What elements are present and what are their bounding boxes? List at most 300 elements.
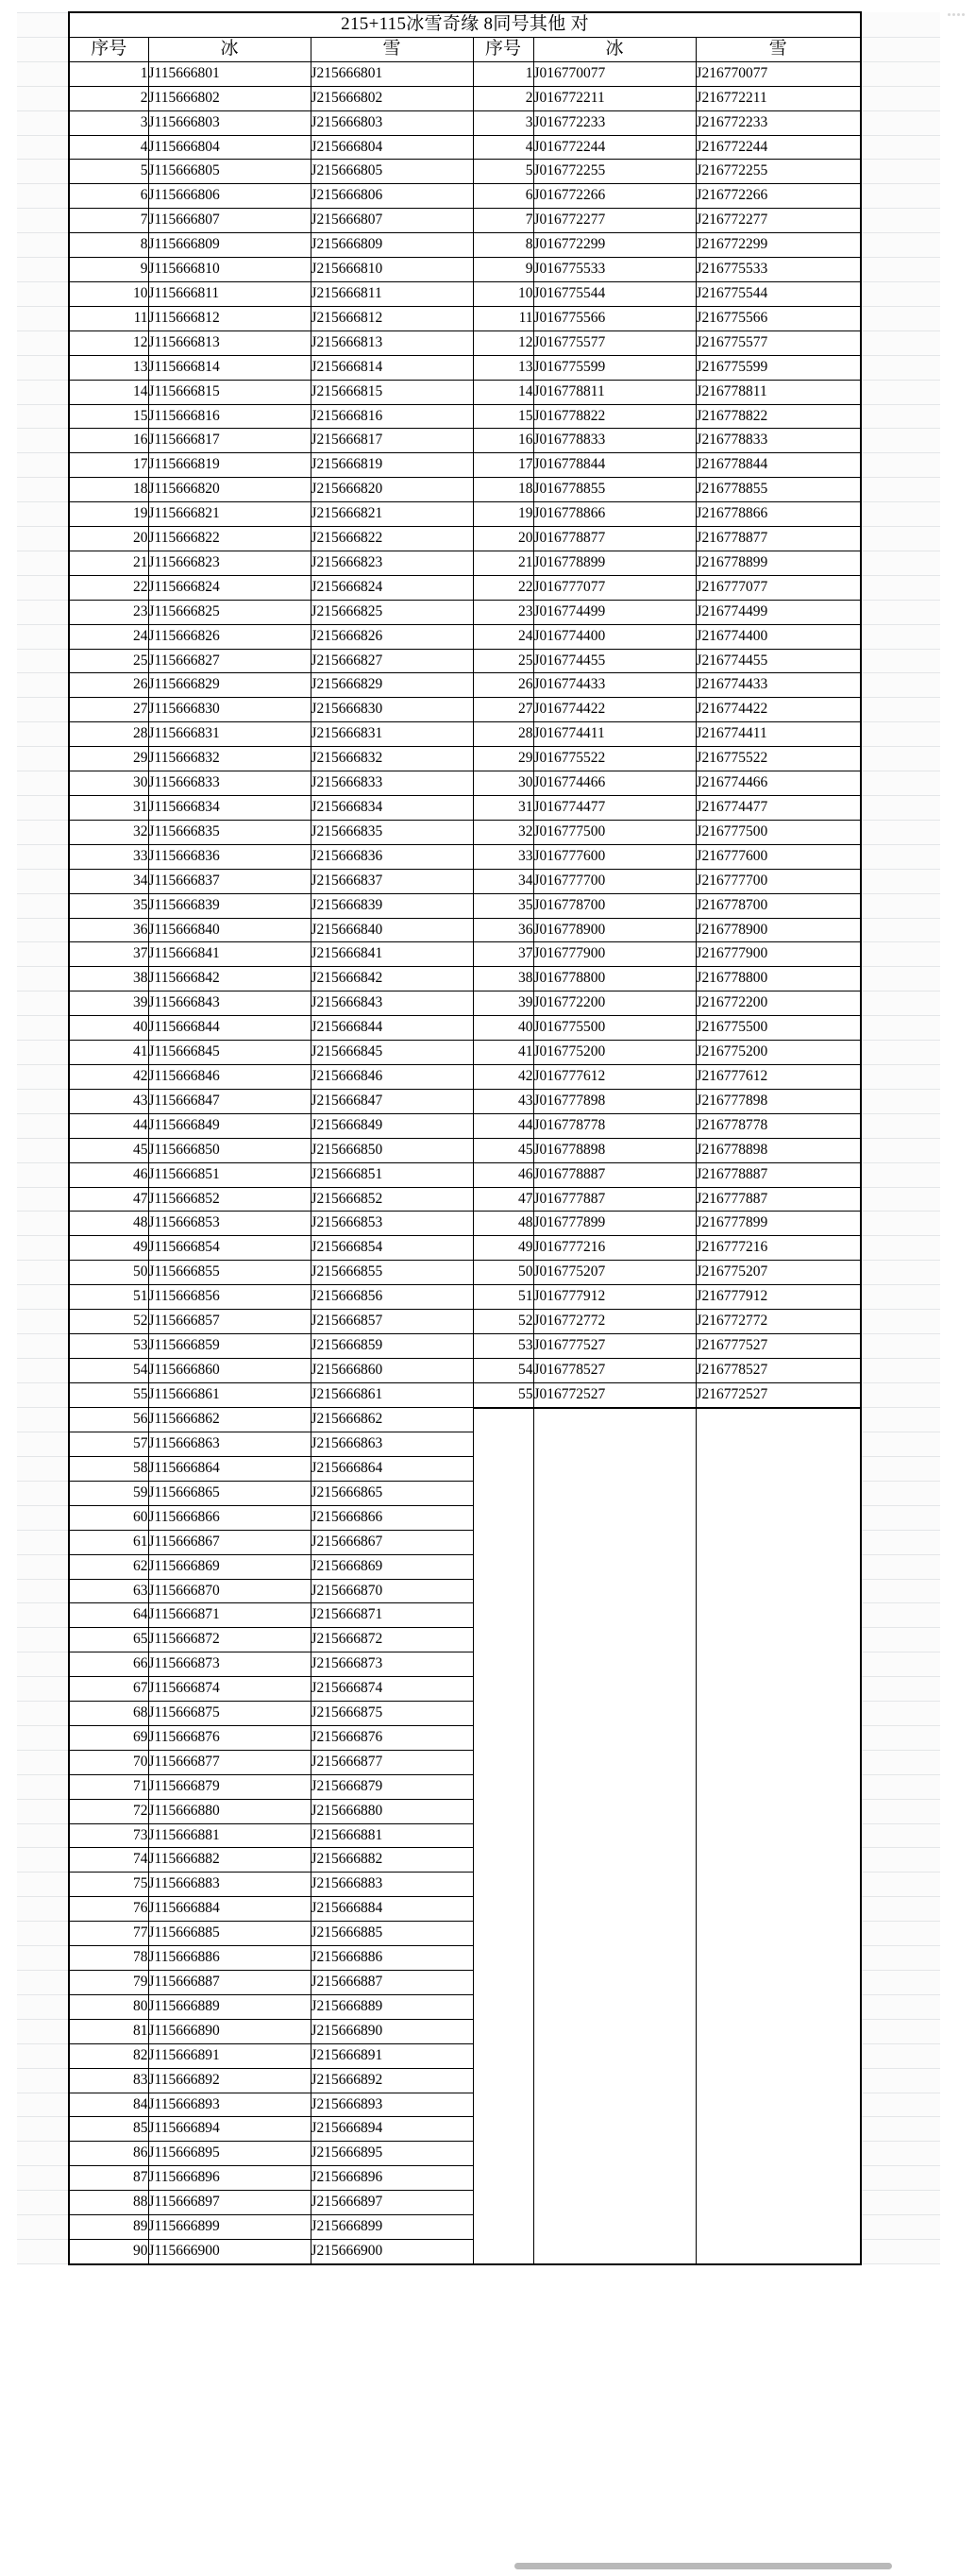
cell-bing-left[interactable]: J115666899 [148,2215,311,2240]
cell-xue-left[interactable]: J215666830 [311,698,473,722]
cell-xue-left[interactable]: J215666873 [311,1652,473,1677]
cell-index-left[interactable]: 38 [69,967,148,991]
cell-index-right[interactable] [473,2068,533,2093]
cell-index-right[interactable]: 33 [473,844,533,869]
cell-xue-right[interactable] [696,1554,861,1579]
cell-bing-left[interactable]: J115666845 [148,1041,311,1065]
cell-bing-right[interactable]: J016777900 [533,942,696,967]
cell-index-left[interactable]: 53 [69,1333,148,1358]
cell-index-right[interactable]: 41 [473,1041,533,1065]
cell-xue-right[interactable]: J216777077 [696,575,861,600]
cell-xue-left[interactable]: J215666814 [311,355,473,380]
cell-index-left[interactable]: 39 [69,991,148,1016]
cell-xue-right[interactable]: J216775544 [696,281,861,306]
cell-index-right[interactable]: 3 [473,110,533,135]
cell-xue-left[interactable]: J215666827 [311,649,473,673]
cell-bing-left[interactable]: J115666872 [148,1628,311,1652]
cell-index-right[interactable]: 51 [473,1285,533,1310]
cell-index-right[interactable] [473,1702,533,1726]
cell-index-right[interactable]: 37 [473,942,533,967]
cell-xue-right[interactable] [696,1702,861,1726]
cell-xue-left[interactable]: J215666869 [311,1554,473,1579]
cell-index-right[interactable] [473,1579,533,1603]
cell-xue-left[interactable]: J215666894 [311,2117,473,2142]
cell-xue-right[interactable] [696,2019,861,2043]
cell-xue-left[interactable]: J215666871 [311,1603,473,1628]
cell-index-left[interactable]: 24 [69,624,148,649]
cell-xue-left[interactable]: J215666840 [311,918,473,942]
cell-index-left[interactable]: 12 [69,330,148,355]
cell-bing-right[interactable]: J016777077 [533,575,696,600]
cell-xue-left[interactable]: J215666900 [311,2239,473,2263]
cell-bing-left[interactable]: J115666882 [148,1848,311,1873]
cell-index-right[interactable]: 50 [473,1261,533,1285]
cell-index-right[interactable]: 26 [473,673,533,698]
cell-bing-right[interactable]: J016774455 [533,649,696,673]
cell-index-right[interactable]: 1 [473,61,533,86]
cell-xue-left[interactable]: J215666832 [311,747,473,771]
cell-xue-right[interactable]: J216778900 [696,918,861,942]
cell-bing-left[interactable]: J115666802 [148,86,311,110]
cell-index-left[interactable]: 30 [69,771,148,796]
cell-xue-right[interactable]: J216774433 [696,673,861,698]
cell-index-left[interactable]: 21 [69,551,148,575]
cell-index-left[interactable]: 67 [69,1677,148,1702]
cell-bing-left[interactable]: J115666840 [148,918,311,942]
cell-xue-left[interactable]: J215666825 [311,600,473,624]
cell-bing-left[interactable]: J115666846 [148,1064,311,1089]
cell-bing-right[interactable]: J016772211 [533,86,696,110]
cell-bing-right[interactable] [533,1481,696,1505]
cell-xue-right[interactable]: J216778527 [696,1358,861,1382]
cell-bing-right[interactable]: J016778855 [533,478,696,502]
cell-xue-left[interactable]: J215666861 [311,1382,473,1407]
cell-xue-right[interactable] [696,1432,861,1457]
cell-index-left[interactable]: 76 [69,1897,148,1922]
cell-bing-left[interactable]: J115666812 [148,306,311,330]
cell-bing-left[interactable]: J115666864 [148,1456,311,1481]
cell-xue-right[interactable] [696,1823,861,1848]
cell-index-left[interactable]: 19 [69,502,148,527]
cell-index-left[interactable]: 14 [69,380,148,404]
cell-index-right[interactable]: 24 [473,624,533,649]
cell-index-right[interactable]: 5 [473,160,533,184]
cell-bing-left[interactable]: J115666830 [148,698,311,722]
cell-index-left[interactable]: 23 [69,600,148,624]
cell-xue-right[interactable]: J216777700 [696,869,861,893]
cell-index-left[interactable]: 87 [69,2166,148,2191]
cell-xue-right[interactable]: J216774411 [696,722,861,747]
cell-index-right[interactable] [473,1946,533,1971]
cell-index-left[interactable]: 61 [69,1530,148,1554]
cell-bing-right[interactable] [533,2068,696,2093]
cell-xue-left[interactable]: J215666893 [311,2093,473,2117]
cell-xue-left[interactable]: J215666870 [311,1579,473,1603]
cell-index-right[interactable]: 6 [473,184,533,209]
cell-index-right[interactable]: 46 [473,1162,533,1187]
cell-bing-left[interactable]: J115666823 [148,551,311,575]
cell-xue-right[interactable]: J216777612 [696,1064,861,1089]
cell-bing-left[interactable]: J115666855 [148,1261,311,1285]
cell-bing-left[interactable]: J115666825 [148,600,311,624]
cell-index-right[interactable] [473,1628,533,1652]
cell-bing-right[interactable]: J016778898 [533,1138,696,1162]
cell-xue-right[interactable]: J216770077 [696,61,861,86]
cell-bing-left[interactable]: J115666836 [148,844,311,869]
cell-index-left[interactable]: 89 [69,2215,148,2240]
cell-bing-right[interactable]: J016770077 [533,61,696,86]
cell-bing-right[interactable]: J016777899 [533,1212,696,1236]
cell-xue-left[interactable]: J215666857 [311,1310,473,1334]
cell-bing-right[interactable]: J016778900 [533,918,696,942]
cell-bing-right[interactable] [533,1677,696,1702]
cell-index-right[interactable]: 10 [473,281,533,306]
cell-bing-left[interactable]: J115666826 [148,624,311,649]
cell-bing-left[interactable]: J115666884 [148,1897,311,1922]
cell-bing-left[interactable]: J115666804 [148,135,311,160]
cell-index-right[interactable]: 15 [473,404,533,429]
cell-xue-left[interactable]: J215666816 [311,404,473,429]
cell-xue-right[interactable]: J216777900 [696,942,861,967]
cell-xue-right[interactable]: J216777600 [696,844,861,869]
cell-xue-left[interactable]: J215666872 [311,1628,473,1652]
cell-xue-left[interactable]: J215666810 [311,258,473,282]
cell-bing-right[interactable]: J016772244 [533,135,696,160]
cell-xue-right[interactable]: J216778700 [696,893,861,918]
cell-bing-right[interactable]: J016778527 [533,1358,696,1382]
cell-index-right[interactable] [473,1799,533,1823]
cell-index-right[interactable] [473,1873,533,1897]
cell-xue-right[interactable]: J216778833 [696,429,861,453]
cell-index-right[interactable]: 8 [473,233,533,258]
cell-index-left[interactable]: 64 [69,1603,148,1628]
cell-index-left[interactable]: 17 [69,453,148,478]
cell-xue-left[interactable]: J215666809 [311,233,473,258]
cell-bing-right[interactable]: J016777887 [533,1187,696,1212]
cell-bing-left[interactable]: J115666881 [148,1823,311,1848]
cell-bing-right[interactable]: J016775577 [533,330,696,355]
cell-bing-right[interactable]: J016777216 [533,1236,696,1261]
cell-bing-left[interactable]: J115666876 [148,1725,311,1750]
cell-index-right[interactable]: 14 [473,380,533,404]
cell-index-left[interactable]: 34 [69,869,148,893]
cell-bing-right[interactable] [533,1994,696,2019]
cell-xue-right[interactable]: J216777898 [696,1089,861,1113]
cell-bing-right[interactable]: J016775500 [533,1016,696,1041]
cell-bing-left[interactable]: J115666807 [148,209,311,233]
cell-bing-left[interactable]: J115666895 [148,2142,311,2166]
cell-xue-right[interactable]: J216778844 [696,453,861,478]
cell-index-right[interactable] [473,1897,533,1922]
cell-bing-right[interactable] [533,2093,696,2117]
cell-bing-right[interactable]: J016775599 [533,355,696,380]
cell-xue-right[interactable] [696,2215,861,2240]
cell-index-right[interactable] [473,2166,533,2191]
cell-bing-left[interactable]: J115666863 [148,1432,311,1457]
cell-bing-left[interactable]: J115666801 [148,61,311,86]
cell-xue-right[interactable]: J216772200 [696,991,861,1016]
cell-bing-left[interactable]: J115666829 [148,673,311,698]
cell-xue-right[interactable] [696,1579,861,1603]
cell-index-right[interactable]: 16 [473,429,533,453]
cell-xue-right[interactable] [696,1530,861,1554]
cell-xue-left[interactable]: J215666813 [311,330,473,355]
cell-index-left[interactable]: 65 [69,1628,148,1652]
cell-bing-left[interactable]: J115666856 [148,1285,311,1310]
cell-index-left[interactable]: 4 [69,135,148,160]
cell-bing-left[interactable]: J115666833 [148,771,311,796]
cell-bing-left[interactable]: J115666809 [148,233,311,258]
cell-index-right[interactable]: 43 [473,1089,533,1113]
cell-bing-left[interactable]: J115666880 [148,1799,311,1823]
cell-index-left[interactable]: 70 [69,1750,148,1774]
cell-index-right[interactable] [473,1603,533,1628]
cell-xue-left[interactable]: J215666877 [311,1750,473,1774]
cell-index-right[interactable]: 47 [473,1187,533,1212]
cell-index-right[interactable]: 2 [473,86,533,110]
cell-index-left[interactable]: 78 [69,1946,148,1971]
cell-bing-left[interactable]: J115666897 [148,2191,311,2215]
cell-index-right[interactable]: 42 [473,1064,533,1089]
cell-bing-right[interactable]: J016778811 [533,380,696,404]
cell-bing-right[interactable] [533,1554,696,1579]
cell-xue-right[interactable]: J216777500 [696,820,861,844]
cell-bing-right[interactable]: J016777500 [533,820,696,844]
cell-bing-right[interactable] [533,1922,696,1946]
cell-xue-right[interactable] [696,1628,861,1652]
cell-xue-right[interactable]: J216775522 [696,747,861,771]
cell-index-left[interactable]: 55 [69,1382,148,1407]
cell-bing-right[interactable]: J016774411 [533,722,696,747]
cell-bing-left[interactable]: J115666817 [148,429,311,453]
cell-xue-right[interactable]: J216775500 [696,1016,861,1041]
cell-xue-left[interactable]: J215666820 [311,478,473,502]
cell-index-left[interactable]: 3 [69,110,148,135]
cell-xue-right[interactable] [696,1456,861,1481]
cell-bing-left[interactable]: J115666841 [148,942,311,967]
cell-xue-right[interactable]: J216772244 [696,135,861,160]
cell-index-right[interactable]: 48 [473,1212,533,1236]
cell-index-left[interactable]: 69 [69,1725,148,1750]
cell-bing-left[interactable]: J115666827 [148,649,311,673]
cell-xue-right[interactable]: J216774400 [696,624,861,649]
cell-xue-left[interactable]: J215666862 [311,1408,473,1432]
cell-index-right[interactable]: 49 [473,1236,533,1261]
cell-index-right[interactable]: 28 [473,722,533,747]
cell-bing-left[interactable]: J115666831 [148,722,311,747]
cell-bing-right[interactable]: J016775522 [533,747,696,771]
cell-index-left[interactable]: 56 [69,1408,148,1432]
cell-index-left[interactable]: 83 [69,2068,148,2093]
cell-bing-right[interactable]: J016778877 [533,527,696,551]
cell-bing-left[interactable]: J115666885 [148,1922,311,1946]
cell-xue-right[interactable]: J216772255 [696,160,861,184]
cell-index-left[interactable]: 13 [69,355,148,380]
cell-xue-right[interactable] [696,1652,861,1677]
cell-index-right[interactable]: 32 [473,820,533,844]
cell-index-right[interactable]: 34 [473,869,533,893]
cell-bing-left[interactable]: J115666820 [148,478,311,502]
cell-xue-right[interactable]: J216778822 [696,404,861,429]
cell-bing-left[interactable]: J115666803 [148,110,311,135]
cell-bing-right[interactable]: J016778822 [533,404,696,429]
cell-bing-right[interactable]: J016774466 [533,771,696,796]
cell-bing-left[interactable]: J115666890 [148,2019,311,2043]
cell-xue-right[interactable] [696,1505,861,1530]
cell-index-left[interactable]: 43 [69,1089,148,1113]
cell-bing-right[interactable]: J016774433 [533,673,696,698]
cell-bing-left[interactable]: J115666871 [148,1603,311,1628]
cell-index-right[interactable]: 45 [473,1138,533,1162]
cell-bing-left[interactable]: J115666814 [148,355,311,380]
cell-index-right[interactable]: 44 [473,1113,533,1138]
cell-bing-right[interactable] [533,1873,696,1897]
cell-index-left[interactable]: 71 [69,1774,148,1799]
cell-index-right[interactable]: 39 [473,991,533,1016]
cell-xue-left[interactable]: J215666821 [311,502,473,527]
cell-xue-right[interactable] [696,2043,861,2068]
cell-xue-right[interactable]: J216778778 [696,1113,861,1138]
cell-index-right[interactable] [473,1505,533,1530]
cell-index-right[interactable]: 25 [473,649,533,673]
cell-xue-left[interactable]: J215666879 [311,1774,473,1799]
cell-bing-right[interactable] [533,2215,696,2240]
cell-bing-right[interactable] [533,1725,696,1750]
cell-index-left[interactable]: 77 [69,1922,148,1946]
cell-bing-left[interactable]: J115666850 [148,1138,311,1162]
cell-index-left[interactable]: 49 [69,1236,148,1261]
cell-bing-left[interactable]: J115666819 [148,453,311,478]
cell-xue-left[interactable]: J215666896 [311,2166,473,2191]
cell-index-left[interactable]: 72 [69,1799,148,1823]
cell-index-left[interactable]: 5 [69,160,148,184]
cell-index-right[interactable]: 17 [473,453,533,478]
cell-xue-right[interactable]: J216772772 [696,1310,861,1334]
cell-xue-left[interactable]: J215666855 [311,1261,473,1285]
cell-index-right[interactable] [473,1530,533,1554]
cell-index-left[interactable]: 25 [69,649,148,673]
cell-bing-left[interactable]: J115666873 [148,1652,311,1677]
cell-xue-right[interactable]: J216774422 [696,698,861,722]
cell-index-left[interactable]: 18 [69,478,148,502]
cell-xue-left[interactable]: J215666824 [311,575,473,600]
cell-index-right[interactable] [473,1971,533,1995]
cell-index-left[interactable]: 28 [69,722,148,747]
cell-xue-right[interactable] [696,2142,861,2166]
cell-xue-left[interactable]: J215666889 [311,1994,473,2019]
cell-xue-right[interactable]: J216774477 [696,796,861,821]
cell-xue-left[interactable]: J215666891 [311,2043,473,2068]
cell-xue-right[interactable] [696,1897,861,1922]
cell-index-right[interactable] [473,2215,533,2240]
cell-bing-left[interactable]: J115666900 [148,2239,311,2263]
cell-xue-left[interactable]: J215666812 [311,306,473,330]
cell-index-left[interactable]: 26 [69,673,148,698]
cell-xue-right[interactable] [696,2093,861,2117]
cell-bing-right[interactable]: J016777912 [533,1285,696,1310]
cell-bing-right[interactable]: J016778887 [533,1162,696,1187]
cell-xue-right[interactable]: J216778811 [696,380,861,404]
cell-index-left[interactable]: 16 [69,429,148,453]
cell-index-left[interactable]: 45 [69,1138,148,1162]
cell-index-right[interactable] [473,1725,533,1750]
cell-xue-right[interactable]: J216774466 [696,771,861,796]
cell-xue-left[interactable]: J215666890 [311,2019,473,2043]
cell-xue-right[interactable]: J216778899 [696,551,861,575]
cell-bing-left[interactable]: J115666837 [148,869,311,893]
cell-xue-left[interactable]: J215666803 [311,110,473,135]
cell-index-right[interactable] [473,1652,533,1677]
cell-index-left[interactable]: 47 [69,1187,148,1212]
cell-index-right[interactable]: 19 [473,502,533,527]
cell-index-right[interactable] [473,1554,533,1579]
cell-bing-right[interactable] [533,1750,696,1774]
cell-xue-left[interactable]: J215666843 [311,991,473,1016]
cell-bing-left[interactable]: J115666875 [148,1702,311,1726]
cell-xue-left[interactable]: J215666886 [311,1946,473,1971]
cell-xue-left[interactable]: J215666849 [311,1113,473,1138]
cell-xue-left[interactable]: J215666850 [311,1138,473,1162]
cell-index-right[interactable]: 11 [473,306,533,330]
cell-index-left[interactable]: 75 [69,1873,148,1897]
cell-bing-right[interactable] [533,1579,696,1603]
cell-index-right[interactable] [473,2142,533,2166]
cell-xue-left[interactable]: J215666853 [311,1212,473,1236]
cell-xue-left[interactable]: J215666892 [311,2068,473,2093]
cell-bing-right[interactable]: J016777700 [533,869,696,893]
cell-index-right[interactable]: 31 [473,796,533,821]
cell-xue-left[interactable]: J215666882 [311,1848,473,1873]
cell-index-right[interactable]: 12 [473,330,533,355]
cell-bing-right[interactable]: J016772772 [533,1310,696,1334]
horizontal-scrollbar[interactable] [0,2559,976,2572]
cell-bing-right[interactable] [533,1628,696,1652]
cell-bing-right[interactable]: J016775200 [533,1041,696,1065]
cell-index-right[interactable] [473,2239,533,2263]
cell-bing-right[interactable]: J016777600 [533,844,696,869]
cell-xue-right[interactable]: J216778898 [696,1138,861,1162]
cell-index-left[interactable]: 29 [69,747,148,771]
cell-bing-left[interactable]: J115666852 [148,1187,311,1212]
cell-bing-left[interactable]: J115666822 [148,527,311,551]
cell-xue-left[interactable]: J215666822 [311,527,473,551]
cell-bing-right[interactable]: J016774422 [533,698,696,722]
cell-bing-left[interactable]: J115666866 [148,1505,311,1530]
cell-index-right[interactable]: 9 [473,258,533,282]
cell-bing-left[interactable]: J115666842 [148,967,311,991]
cell-xue-left[interactable]: J215666834 [311,796,473,821]
cell-xue-left[interactable]: J215666801 [311,61,473,86]
cell-bing-right[interactable] [533,2166,696,2191]
cell-bing-left[interactable]: J115666805 [148,160,311,184]
cell-bing-left[interactable]: J115666824 [148,575,311,600]
cell-index-right[interactable] [473,1432,533,1457]
cell-bing-left[interactable]: J115666847 [148,1089,311,1113]
cell-xue-right[interactable] [696,2166,861,2191]
cell-xue-right[interactable]: J216778887 [696,1162,861,1187]
cell-xue-right[interactable]: J216775200 [696,1041,861,1065]
cell-xue-left[interactable]: J215666823 [311,551,473,575]
cell-xue-right[interactable]: J216772277 [696,209,861,233]
cell-bing-left[interactable]: J115666889 [148,1994,311,2019]
cell-xue-left[interactable]: J215666874 [311,1677,473,1702]
cell-xue-left[interactable]: J215666881 [311,1823,473,1848]
cell-xue-left[interactable]: J215666842 [311,967,473,991]
cell-bing-left[interactable]: J115666859 [148,1333,311,1358]
cell-xue-right[interactable]: J216772527 [696,1382,861,1407]
cell-index-right[interactable]: 30 [473,771,533,796]
cell-xue-left[interactable]: J215666837 [311,869,473,893]
